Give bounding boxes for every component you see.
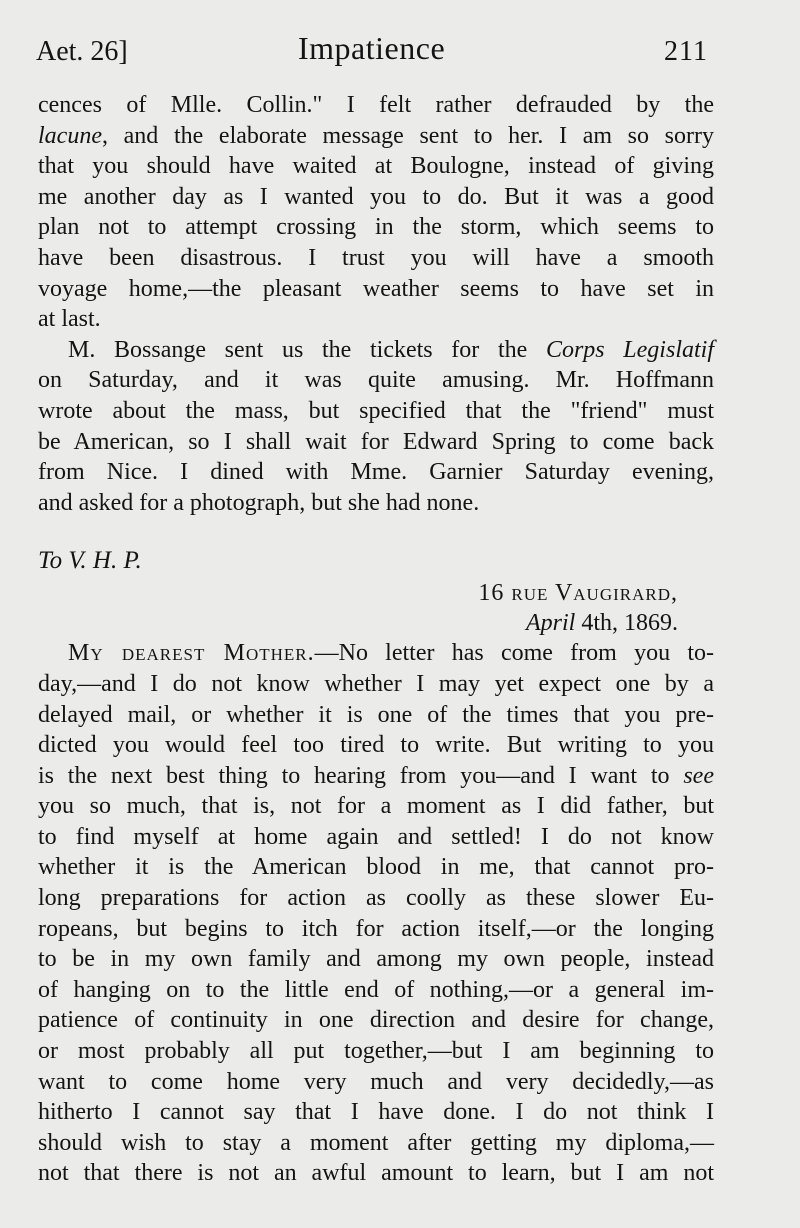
text-fragment: is the next best thing to hearing from you—and I want to [38, 762, 684, 789]
text-line: have been disastrous. I trust you will have a smooth [38, 244, 714, 271]
salutation: My dearest Mother. [68, 640, 315, 667]
text-line: dicted you would feel too tired to write. But writing to you [38, 732, 714, 759]
text-line [38, 638, 714, 669]
text-fragment: —No letter has come from you to- [314, 640, 714, 667]
running-head-title: Impatience [298, 30, 446, 66]
text-line: long preparations for action as coolly as these slower Eu- [38, 885, 714, 912]
text-line: delayed mail, or whether it is one of the times that you pre- [38, 701, 714, 728]
text-line: not that there is not an awful amount to learn, but I am not [38, 1160, 714, 1187]
date-month: April [525, 610, 576, 637]
text-line: at last. [38, 306, 101, 333]
page-number: 211 [664, 36, 708, 67]
italic-phrase: Corps Legislatif [545, 336, 714, 363]
date-rest: 4th, 1869. [575, 610, 678, 637]
text-line: to be in my own family and among my own people, instead [38, 946, 714, 973]
text-line: voyage home,—the pleasant weather seems to have set in [38, 275, 714, 302]
letter-address: 16 rue Vaugirard, [478, 580, 678, 607]
text-line: hitherto I cannot say that I have done. I do not think I [38, 1099, 714, 1126]
text-line: to find myself at home again and settled! I do not know [38, 823, 714, 850]
text-fragment: M. Bossange sent us the tickets for the [68, 336, 546, 363]
running-head [36, 30, 708, 74]
text-line: from Nice. I dined with Mme. Garnier Saturday evening, [38, 459, 714, 486]
text-line: day,—and I do not know whether I may yet expect one by a [38, 670, 714, 697]
letter-recipient: To V. H. P. [38, 547, 142, 575]
text-line: plan not to attempt crossing in the storm, which seems to [38, 214, 714, 241]
text-line: should wish to stay a moment after getting my diploma,— [38, 1129, 714, 1156]
section-spacer [38, 518, 714, 540]
text-fragment: , and the elaborate message sent to her. I am so sorry [101, 122, 714, 149]
text-line [38, 335, 714, 366]
text-line [38, 761, 714, 792]
text-line: you so much, that is, not for a moment as I did father, but [38, 793, 714, 820]
text-line [38, 121, 714, 152]
text-line: ropeans, but begins to itch for action itself,—or the longing [38, 915, 714, 942]
italic-word: see [683, 762, 714, 789]
text-line: whether it is the American blood in me, that cannot pro- [38, 854, 714, 881]
text-line: wrote about the mass, but specified that the "friend" must [38, 397, 714, 424]
text-line: that you should have waited at Boulogne, instead of giving [38, 153, 714, 180]
text-line: on Saturday, and it was quite amusing. Mr. Hoffmann [38, 367, 714, 394]
text-line: patience of continuity in one direction and desire for change, [38, 1007, 714, 1034]
text-line: cences of Mlle. Collin." I felt rather defrauded by the [38, 92, 714, 118]
running-head-left: Aet. 26] [36, 36, 128, 67]
body-text [38, 90, 714, 1189]
text-line: be American, so I shall wait for Edward Spring to come back [38, 428, 714, 455]
text-line: me another day as I wanted you to do. But it was a good [38, 183, 714, 210]
text-line: or most probably all put together,—but I am beginning to [38, 1038, 714, 1065]
text-line: want to come home very much and very decidedly,—as [38, 1068, 714, 1095]
letter-date [38, 608, 714, 638]
text-line: of hanging on to the little end of nothing,—or a general im- [38, 976, 714, 1003]
italic-word: lacune [38, 122, 102, 149]
text-line: and asked for a photograph, but she had none. [38, 489, 480, 516]
